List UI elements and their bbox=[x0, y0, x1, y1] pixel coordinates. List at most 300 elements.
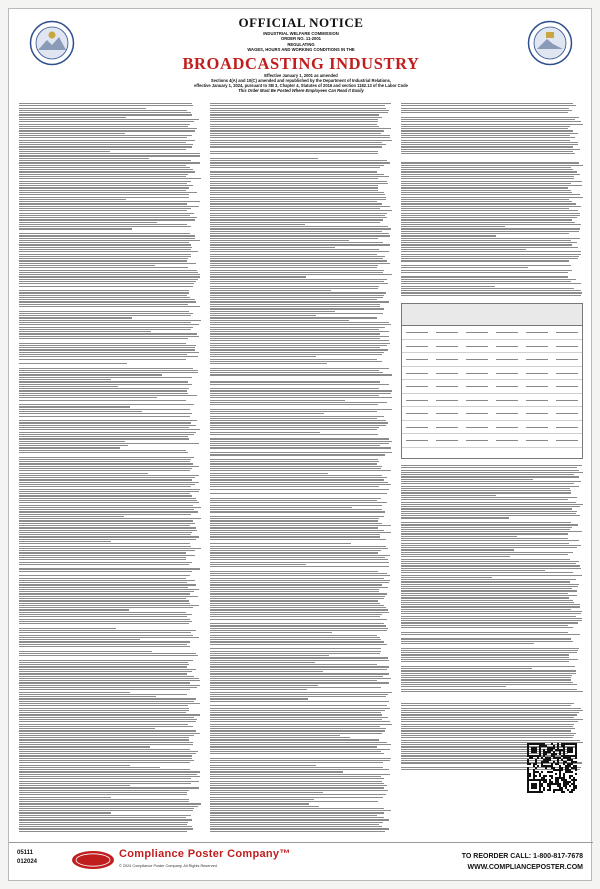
fine-print-line bbox=[401, 595, 577, 596]
fine-print-line bbox=[401, 499, 568, 500]
fine-print-line bbox=[19, 327, 193, 328]
fine-print-line bbox=[210, 370, 379, 371]
fine-print-line bbox=[19, 452, 188, 453]
fine-print-line bbox=[210, 550, 381, 551]
fine-print-line bbox=[401, 515, 580, 516]
fine-print-line bbox=[19, 386, 118, 387]
fine-print-line bbox=[210, 299, 377, 300]
fine-print-line bbox=[19, 808, 194, 809]
fine-print-line bbox=[210, 598, 384, 599]
fine-print-line bbox=[401, 486, 579, 487]
fine-print-line bbox=[210, 819, 389, 820]
fine-print-line bbox=[19, 566, 94, 567]
fine-print-line bbox=[401, 171, 577, 172]
fine-print-line bbox=[401, 199, 569, 200]
fine-print-line bbox=[401, 231, 579, 232]
fine-print-line bbox=[19, 685, 200, 686]
fine-print-line bbox=[401, 670, 576, 671]
fine-print-line bbox=[19, 717, 194, 718]
fine-print-line bbox=[19, 418, 87, 419]
fine-print-line bbox=[401, 506, 580, 507]
fine-print-line bbox=[210, 493, 387, 494]
fine-print-line bbox=[210, 578, 384, 579]
fine-print-line bbox=[19, 254, 191, 255]
fine-print-line bbox=[210, 402, 387, 403]
fine-print-line bbox=[19, 580, 195, 581]
fine-print-line bbox=[19, 527, 196, 528]
fine-print-line bbox=[210, 137, 390, 138]
qr-code-icon[interactable] bbox=[527, 743, 577, 793]
fine-print-line bbox=[401, 228, 580, 229]
fine-print-line bbox=[210, 812, 384, 813]
fine-print-line bbox=[19, 267, 188, 268]
fine-print-line bbox=[19, 493, 190, 494]
fine-print-line bbox=[19, 235, 195, 236]
fine-print-line bbox=[210, 153, 378, 154]
fine-print-line bbox=[210, 393, 391, 394]
fine-print-line bbox=[210, 536, 380, 537]
fine-print-line bbox=[401, 242, 577, 243]
fine-print-line bbox=[19, 637, 199, 638]
fine-print-line bbox=[210, 479, 384, 480]
fine-print-line bbox=[19, 315, 191, 316]
fine-print-line bbox=[19, 181, 191, 182]
fine-print-line bbox=[19, 395, 197, 396]
fine-print-line bbox=[210, 694, 388, 695]
fine-print-line bbox=[19, 794, 187, 795]
fine-print-line bbox=[210, 149, 274, 150]
fine-print-line bbox=[19, 502, 199, 503]
fine-print-line bbox=[401, 543, 569, 544]
fine-print-line bbox=[401, 572, 573, 573]
fine-print-line bbox=[19, 632, 191, 633]
fine-print-line bbox=[401, 733, 576, 734]
fine-print-line bbox=[19, 698, 196, 699]
fine-print-line bbox=[19, 416, 190, 417]
fine-print-line bbox=[19, 758, 192, 759]
fine-print-line bbox=[210, 224, 305, 225]
fine-print-line bbox=[401, 292, 582, 293]
fine-print-line bbox=[19, 733, 200, 734]
fine-print-line bbox=[19, 331, 151, 332]
fine-print-line bbox=[401, 563, 576, 564]
fine-print-line bbox=[210, 607, 386, 608]
fine-print-line bbox=[19, 607, 193, 608]
fine-print-line bbox=[210, 114, 379, 115]
fine-print-line bbox=[19, 379, 111, 380]
fine-print-line bbox=[210, 217, 387, 218]
fine-print-line bbox=[401, 479, 533, 480]
fine-print-line bbox=[210, 379, 299, 380]
fine-print-line bbox=[19, 103, 192, 104]
fine-print-line bbox=[401, 495, 496, 496]
fine-print-line bbox=[19, 692, 130, 693]
fine-print-line bbox=[19, 819, 192, 820]
fine-print-line bbox=[19, 516, 124, 517]
fine-print-line bbox=[210, 662, 315, 663]
fine-print-line bbox=[210, 140, 392, 141]
fine-print-line bbox=[19, 564, 189, 565]
fine-print-line bbox=[210, 719, 382, 720]
fine-print-line bbox=[401, 142, 578, 143]
fine-print-line bbox=[401, 472, 583, 473]
fine-print-line bbox=[401, 650, 578, 651]
fine-print-line bbox=[19, 286, 193, 287]
fine-print-line bbox=[401, 144, 578, 145]
fine-print-line bbox=[401, 703, 574, 704]
fine-print-line bbox=[19, 347, 195, 348]
fine-print-line bbox=[210, 726, 380, 727]
fine-print-line bbox=[210, 495, 274, 496]
fine-print-line bbox=[210, 290, 331, 291]
fine-print-line bbox=[401, 684, 577, 685]
fine-print-line bbox=[401, 545, 581, 546]
fine-print-line bbox=[210, 655, 329, 656]
fine-print-line bbox=[401, 181, 582, 182]
fine-print-line bbox=[210, 372, 383, 373]
website-link[interactable]: WWW.COMPLIANCEPOSTER.COM bbox=[467, 864, 583, 871]
fine-print-line bbox=[401, 488, 570, 489]
notice-title: OFFICIAL NOTICE bbox=[238, 15, 364, 30]
fine-print-line bbox=[19, 169, 193, 170]
fine-print-line bbox=[19, 238, 195, 239]
fine-print-line bbox=[210, 151, 378, 152]
fine-print-line bbox=[19, 525, 190, 526]
fine-print-line bbox=[401, 659, 578, 660]
fine-print-line bbox=[19, 463, 193, 464]
fine-print-line bbox=[210, 238, 378, 239]
fine-print-line bbox=[210, 235, 390, 236]
fine-print-line bbox=[401, 588, 572, 589]
fine-print-line bbox=[210, 409, 392, 410]
fine-print-line bbox=[19, 532, 192, 533]
fine-print-line bbox=[19, 222, 157, 223]
fine-print-line bbox=[210, 680, 377, 681]
fine-print-line bbox=[401, 165, 583, 166]
fine-print-line bbox=[210, 710, 385, 711]
fine-print-line bbox=[19, 817, 186, 818]
fine-print-line bbox=[19, 539, 196, 540]
fine-print-line bbox=[401, 600, 573, 601]
fine-print-line bbox=[19, 571, 192, 572]
copyright-notice: © 2024 Compliance Poster Company. All Rights Reserved. bbox=[119, 864, 218, 868]
fine-print-line bbox=[210, 436, 294, 437]
fine-print-line bbox=[19, 803, 201, 804]
fine-print-line bbox=[210, 810, 391, 811]
fine-print-line bbox=[19, 696, 156, 697]
fine-print-line bbox=[19, 765, 130, 766]
fine-print-line bbox=[401, 135, 570, 136]
fine-print-line bbox=[210, 614, 382, 615]
fine-print-line bbox=[210, 520, 378, 521]
fine-print-line bbox=[19, 575, 190, 576]
fine-print-line bbox=[210, 482, 388, 483]
fine-print-line bbox=[19, 290, 189, 291]
fine-print-line bbox=[210, 616, 380, 617]
reorder-info bbox=[462, 851, 583, 873]
fine-print-line bbox=[401, 533, 568, 534]
fine-print-line bbox=[19, 352, 199, 353]
fine-print-line bbox=[19, 343, 186, 344]
revision-code: 012024 bbox=[17, 859, 38, 865]
fine-print-line bbox=[210, 133, 381, 134]
fine-print-line bbox=[19, 719, 197, 720]
table-row bbox=[402, 326, 582, 340]
fine-print-line bbox=[19, 406, 130, 407]
fine-print-line bbox=[401, 119, 575, 120]
fine-print-line bbox=[401, 217, 577, 218]
fine-print-line bbox=[210, 593, 387, 594]
fine-print-line bbox=[401, 540, 579, 541]
fine-print-line bbox=[210, 203, 382, 204]
fine-print-line bbox=[19, 828, 193, 829]
fine-print-line bbox=[401, 270, 572, 271]
fine-print-line bbox=[210, 714, 382, 715]
fine-print-line bbox=[19, 251, 198, 252]
fine-print-line bbox=[210, 279, 387, 280]
fine-print-line bbox=[401, 267, 528, 268]
fine-print-line bbox=[401, 726, 573, 727]
fine-print-line bbox=[401, 226, 505, 227]
fine-print-line bbox=[19, 657, 99, 658]
fine-print-line bbox=[401, 233, 569, 234]
fine-print-line bbox=[210, 475, 382, 476]
fine-print-line bbox=[19, 397, 157, 398]
fine-print-line bbox=[19, 233, 190, 234]
effective-date: Effective January 1, 2001 as amended bbox=[264, 72, 338, 78]
fine-print-line bbox=[401, 648, 579, 649]
order-number: ORDER NO. 11-2001 bbox=[280, 36, 322, 42]
fine-print-line bbox=[210, 543, 351, 544]
fine-print-line bbox=[210, 126, 379, 127]
fine-print-line bbox=[19, 593, 190, 594]
fine-print-line bbox=[401, 724, 574, 725]
fine-print-line bbox=[210, 112, 388, 113]
posting-requirement: This Order Must Be Posted Where Employees Can Read It Easily bbox=[238, 88, 364, 94]
fine-print-line bbox=[210, 254, 377, 255]
fine-print-line bbox=[210, 219, 383, 220]
fine-print-line bbox=[19, 753, 196, 754]
fine-print-line bbox=[210, 673, 389, 674]
fine-print-line bbox=[210, 746, 377, 747]
fine-print-line bbox=[19, 536, 199, 537]
fine-print-line bbox=[210, 295, 384, 296]
fine-print-line bbox=[19, 336, 199, 337]
fine-print-line bbox=[401, 286, 495, 287]
fine-print-line bbox=[401, 215, 580, 216]
fine-print-line bbox=[401, 737, 573, 738]
fine-print-line bbox=[401, 281, 571, 282]
fine-print-line bbox=[19, 187, 189, 188]
fine-print-line bbox=[401, 714, 577, 715]
fine-print-line bbox=[210, 557, 385, 558]
fine-print-line bbox=[401, 597, 569, 598]
fine-print-line bbox=[210, 124, 377, 125]
fine-print-line bbox=[19, 783, 191, 784]
fine-print-line bbox=[401, 126, 570, 127]
fine-print-line bbox=[210, 651, 381, 652]
table-row bbox=[402, 353, 582, 367]
fine-print-line bbox=[19, 447, 120, 448]
fine-print-line bbox=[401, 559, 570, 560]
fine-print-line bbox=[401, 190, 571, 191]
fine-print-line bbox=[210, 509, 382, 510]
fine-print-line bbox=[401, 206, 581, 207]
fine-print-line bbox=[210, 251, 389, 252]
fine-print-line bbox=[19, 390, 187, 391]
fine-print-line bbox=[401, 552, 573, 553]
fine-print-line bbox=[19, 612, 186, 613]
fine-print-line bbox=[401, 527, 572, 528]
fine-print-line bbox=[210, 144, 386, 145]
fine-print-line bbox=[210, 760, 390, 761]
fine-print-line bbox=[210, 676, 383, 677]
fine-print-line bbox=[401, 176, 574, 177]
fine-print-line bbox=[210, 459, 378, 460]
fine-print-line bbox=[19, 126, 188, 127]
fine-print-line bbox=[401, 625, 568, 626]
fine-print-line bbox=[401, 579, 576, 580]
fine-print-line bbox=[210, 349, 388, 350]
fine-print-line bbox=[210, 128, 391, 129]
fine-print-line bbox=[19, 151, 110, 152]
fine-print-line bbox=[19, 714, 200, 715]
fine-print-line bbox=[210, 799, 314, 800]
commission-name: INDUSTRIAL WELFARE COMMISSION bbox=[263, 31, 339, 36]
fine-print-line bbox=[19, 158, 149, 159]
fine-print-line bbox=[19, 313, 193, 314]
fine-print-line bbox=[210, 505, 382, 506]
fine-print-line bbox=[210, 696, 386, 697]
fine-print-line bbox=[401, 712, 579, 713]
fine-print-line bbox=[19, 206, 199, 207]
fine-print-line bbox=[401, 629, 486, 630]
fine-print-line bbox=[210, 183, 388, 184]
fine-print-line bbox=[210, 500, 377, 501]
reorder-phone[interactable]: TO REORDER CALL: 1-800-817-7678 bbox=[461, 853, 583, 860]
amended-sections: Sections 4(A) and 10(C) amended and republished by the Department of Industrial Relations, bbox=[210, 77, 392, 83]
fine-print-line bbox=[19, 260, 187, 261]
fine-print-line bbox=[401, 108, 569, 109]
fine-print-line bbox=[401, 611, 582, 612]
fine-print-line bbox=[401, 577, 492, 578]
fine-print-line bbox=[210, 771, 343, 772]
fine-print-line bbox=[210, 249, 379, 250]
fine-print-line bbox=[19, 550, 195, 551]
fine-print-line bbox=[210, 406, 297, 407]
fine-print-line bbox=[210, 322, 389, 323]
fine-print-line bbox=[210, 705, 387, 706]
fine-print-line bbox=[401, 158, 487, 159]
fine-print-line bbox=[210, 712, 381, 713]
fine-print-line bbox=[19, 400, 186, 401]
fine-print-line bbox=[401, 593, 568, 594]
fine-print-line bbox=[210, 215, 385, 216]
fine-print-line bbox=[19, 511, 198, 512]
fine-print-line bbox=[210, 730, 385, 731]
fine-print-line bbox=[210, 274, 392, 275]
fine-print-line bbox=[19, 137, 187, 138]
fine-print-line bbox=[401, 561, 579, 562]
fine-print-line bbox=[401, 536, 517, 537]
fine-print-line bbox=[401, 641, 573, 642]
fine-print-line bbox=[210, 258, 383, 259]
fine-print-line bbox=[210, 498, 381, 499]
fine-print-line bbox=[210, 582, 389, 583]
fine-print-line bbox=[19, 226, 191, 227]
fine-print-line bbox=[19, 197, 189, 198]
fine-print-line bbox=[19, 133, 125, 134]
fine-print-line bbox=[19, 730, 196, 731]
fine-print-line bbox=[401, 224, 581, 225]
fine-print-line bbox=[210, 270, 384, 271]
fine-print-line bbox=[210, 484, 391, 485]
fine-print-line bbox=[210, 427, 379, 428]
fine-print-line bbox=[19, 359, 186, 360]
fine-print-line bbox=[19, 694, 187, 695]
fine-print-line bbox=[19, 283, 194, 284]
fine-print-line bbox=[210, 345, 387, 346]
fine-print-line bbox=[19, 112, 191, 113]
fine-print-line bbox=[19, 272, 198, 273]
fine-print-line bbox=[401, 538, 568, 539]
poster-codes bbox=[17, 849, 37, 867]
fine-print-line bbox=[401, 627, 573, 628]
fine-print-line bbox=[210, 208, 380, 209]
fine-print-line bbox=[210, 384, 389, 385]
fine-print-line bbox=[210, 244, 390, 245]
fine-print-line bbox=[19, 664, 189, 665]
fine-print-line bbox=[210, 473, 328, 474]
fine-print-line bbox=[210, 368, 389, 369]
fine-print-line bbox=[401, 295, 581, 296]
fine-print-line bbox=[19, 486, 191, 487]
fine-print-line bbox=[401, 251, 581, 252]
fine-print-line bbox=[19, 689, 190, 690]
fine-print-line bbox=[19, 655, 198, 656]
fine-print-line bbox=[210, 692, 392, 693]
fine-print-line bbox=[210, 758, 391, 759]
fine-print-line bbox=[210, 564, 306, 565]
wages-line: WAGES, HOURS AND WORKING CONDITIONS IN THE bbox=[247, 47, 355, 53]
fine-print-line bbox=[401, 549, 514, 550]
fine-print-line bbox=[210, 596, 385, 597]
cpc-logo-icon bbox=[71, 850, 115, 870]
fine-print-line bbox=[210, 632, 332, 633]
fine-print-line bbox=[401, 719, 583, 720]
fine-print-line bbox=[19, 317, 132, 318]
fine-print-line bbox=[210, 755, 280, 756]
fine-print-line bbox=[19, 160, 191, 161]
fine-print-line bbox=[210, 110, 389, 111]
fine-print-line bbox=[210, 778, 384, 779]
fine-print-line bbox=[19, 609, 129, 610]
fine-print-line bbox=[401, 705, 571, 706]
fine-print-line bbox=[19, 495, 192, 496]
fine-print-line bbox=[19, 678, 199, 679]
fine-print-line bbox=[210, 776, 381, 777]
fine-print-line bbox=[19, 568, 200, 569]
fine-print-line bbox=[210, 146, 382, 147]
fine-print-line bbox=[19, 641, 190, 642]
fine-print-line bbox=[210, 657, 388, 658]
fine-print-line bbox=[210, 559, 388, 560]
table-header bbox=[402, 304, 582, 326]
fine-print-line bbox=[19, 587, 188, 588]
fine-print-line bbox=[210, 292, 386, 293]
fine-print-line bbox=[401, 290, 581, 291]
fine-print-line bbox=[19, 288, 96, 289]
